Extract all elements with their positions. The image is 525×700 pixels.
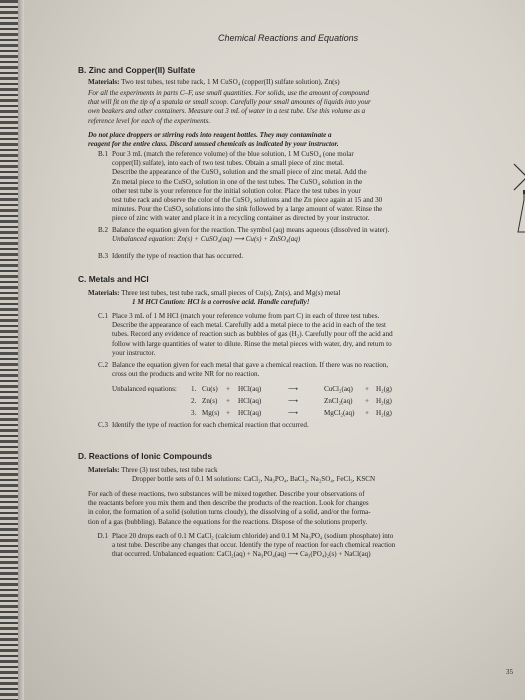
step-c3 — [97, 421, 504, 430]
section-c-materials — [88, 289, 498, 307]
step-line: Describe the appearance of the CuSO₄ solution and the small piece of zinc metal. Add the — [112, 168, 367, 177]
step-number: B.3 — [97, 252, 108, 260]
step-d1 — [97, 532, 498, 560]
step-b1 — [97, 150, 498, 224]
section-b-warning — [88, 131, 468, 149]
section-c-title: C. Metals and HCl — [78, 274, 149, 284]
materials-text: Three test tubes, test tube rack, small pieces of Cu(s), Zn(s), and Mg(s) metal — [121, 289, 341, 297]
equation-product: ZnCl₂(aq) — [324, 397, 353, 405]
section-d-title: D. Reactions of Ionic Compounds — [78, 451, 213, 461]
intro-line: the reactants before you mix them and then describe the products of the reaction. Look for changes — [88, 499, 369, 508]
section-b-title: B. Zinc and Copper(II) Sulfate — [78, 65, 196, 75]
equation-product: CuCl₂(aq) — [324, 385, 353, 393]
step-line: Place 3 mL of 1 M HCl (match your reference volume from part C) in each of three test tubes. — [112, 312, 380, 320]
page-number: 35 — [506, 668, 513, 676]
equation-product: H₂(g) — [376, 385, 392, 393]
section-d-intro — [88, 490, 498, 527]
caution-text: 1 M HCl Caution: HCl is a corrosive acid. Handle carefully! — [132, 298, 310, 307]
step-number: B.1 — [97, 150, 108, 158]
step-c1 — [97, 312, 498, 358]
materials-text: Three (3) test tubes, test tube rack — [121, 466, 218, 474]
equation-reactant: Mg(s) — [202, 409, 220, 417]
step-line: Balance the equation given for the reaction. The symbol (aq) means aqueous (dissolved in water). — [112, 226, 390, 234]
equation-reactant: Cu(s) — [202, 385, 218, 393]
step-line: Identify the type of reaction for each chemical reaction that occurred. — [112, 421, 309, 429]
warning-line: Do not place droppers or stirring rods into reagent bottles. They may contaminate a — [88, 131, 332, 139]
materials-text: Two test tubes, test tube rack, 1 M CuSO₄ (copper(II) sulfate solution), Zn(s) — [121, 78, 340, 86]
step-line: test tube rack and observe the color of the CuSO₄ solutions and the Zn piece again at 15 and 30 — [112, 196, 383, 205]
step-line: Balance the equation given for each metal that gave a chemical reaction. If there was no reaction, — [112, 361, 389, 369]
step-b3 — [97, 252, 504, 261]
intro-line: reference level for each of the experiments. — [88, 116, 211, 125]
step-number: C.3 — [97, 421, 108, 429]
materials-label: Materials: — [88, 78, 120, 86]
hazard-sign-icon — [510, 160, 525, 240]
equation-number: 2. — [191, 397, 197, 405]
step-line: Pour 3 mL (match the reference volume) of the blue solution, 1 M CuSO₄ (one molar — [112, 150, 354, 158]
step-line: cross out the products and write NR for no reaction. — [112, 370, 260, 379]
spiral-binding — [0, 0, 24, 700]
step-line: tubes. Record any evidence of reaction such as bubbles of gas (H₂). Carefully pour off the acid and — [112, 330, 393, 339]
equation-product: MgCl₂(aq) — [324, 409, 355, 417]
equation-reactant: HCl(aq) — [238, 385, 262, 393]
step-line: Zn metal piece to the CuSO₄ solution in one of the test tubes. The CuSO₄ solution in the — [112, 177, 363, 186]
materials-label: Materials: — [88, 466, 120, 474]
intro-line: For all the experiments in parts C–F, use small quantities. For solids, use the amount of compound — [88, 89, 370, 97]
step-line: follow with large quantities of water to dilute. Rinse the metal pieces with water, dry, and return to — [112, 339, 392, 348]
intro-line: tion of a gas (bubbling). Balance the equations for the reactions. Dispose of the solutions properly. — [88, 517, 368, 526]
equation-number: 1. — [191, 385, 197, 393]
textbook-page: Chemical Reactions and Equations B. Zinc and Copper(II) Sulfate Materials: Two test tubes, test tube rack, 1 M CuSO₄ (copper(II) sulfate solution), Zn(s) For all the experiments in parts C–F, use small quantities. For solids, use the amount of compound that will fit on the tip of a spatula or small scoop. Carefully pour small amounts of liquids into your own beakers and other containers. Measure out 3 mL of water in a test tube. Use this volume as a reference level for each of the experiments. Do not place droppers or stirring rods into reagent bottles. They may contaminate a reagent for the entire class. Discard unused chemicals as indicated by your instructor. B.1 Pour 3 mL (match the reference volume) of the blue solution, 1 M CuSO₄ (one molar copper(II) sulfate), into each of two test tubes. Obtain a small piece of zinc metal. Describe the appearance of the CuSO₄ solution and the small piece of zinc metal. Add the Zn metal piece to the CuSO₄ solution in one of the test tubes. The CuSO₄ solution in the other test tube is your reference for the initial solution color. Place the test tubes in your test tube rack and observe the color of the CuSO₄ solutions and the Zn piece again at 15 and 30 minutes. Pour the CuSO₄ solutions into the sink followed by a large amount of water. Rinse the piece of zinc with water and place it in a recycling container as directed by your instructor. B.2 Balance the equation given for the reaction. The symbol (aq) means aqueous (dissolved in water). Unbalanced equation: Zn(s) + CuSO₄(aq) ⟶ Cu(s) + ZnSO₄(aq) B.3 Identify the type of reaction that has occurred. C. Metals and HCl Materials: Three test tubes, test tube rack, small pieces of Cu(s), Zn(s), and Mg(s) metal 1 M HCl Caution: HCl is a corrosive acid. Handle carefully! C.1 Place 3 mL of 1 M HCl (match your reference volume from part C) in each of three test tubes. Describe the appearance of each metal. Carefully add a metal piece to the acid in each of the test tubes. Record any evidence of reaction such as bubbles of gas (H₂). Carefully pour off the acid and follow with large quantities of water to dilute. Rinse the metal pieces with water, dry, and return to your instructor. C.2 Balance the equation given for each metal that gave a chemical reaction. If there was no reaction, cross out the products and write NR for no reaction. Unbalanced equations: 1. Cu(s) + HCl(aq) ⟶ CuCl₂(aq) + H₂(g) 2. Zn(s) + HCl(aq) ⟶ ZnCl₂(aq) + H₂(g) 3. Mg(s) + HCl(aq) ⟶ MgCl₂(aq) + H₂(g) C.3 Identify the type of reaction for each chemical reaction that occurred. D. Reactions of Ionic Compounds Materials: Three (3) test tubes, test tube rack Dropper bottle sets of 0.1 M solutions: CaCl₂, Na₃PO₄, BaCl₂, Na₂SO₄, FeCl₃, KSCN For each of these reactions, two substances will be mixed together. Describe your observations of the reactants before you mix them and then describe the products of the reaction. Look for changes in color, the formation of a solid (solution turns cloudy), the dissolving of a solid, and/or the forma- tion of a gas (bubbling). Balance the equations for the reactions. Dispose of the solutions properly. D.1 Place 20 drops each of 0.1 M CaCl₂ (calcium chloride) and 0.1 M Na₃PO₄ (sodium phosphate) into a test tube. Describe any changes that occur. Identify the type of reaction for each chemical reaction that occurred. Unbalanced equation: CaCl₂(aq) + Na₃PO₄(aq) ⟶ Ca₃(PO₄)₂(s) + NaCl(aq) 35 — [0, 0, 525, 700]
step-line: Identify the type of reaction that has occurred. — [112, 252, 244, 260]
equation-reactant: HCl(aq) — [238, 397, 262, 405]
section-b-intro — [88, 89, 498, 126]
step-line: that occurred. Unbalanced equation: CaCl₂(aq) + Na₃PO₄(aq) ⟶ Ca₃(PO₄)₂(s) + NaCl(aq) — [112, 550, 371, 559]
warning-line: reagent for the entire class. Discard unused chemicals as indicated by your instructor. — [88, 140, 339, 149]
step-line: your instructor. — [112, 348, 156, 357]
equation-reactant: Zn(s) — [202, 397, 218, 405]
step-number: B.2 — [97, 226, 108, 234]
step-line: other test tube is your reference for the initial solution color. Place the test tubes in your — [112, 186, 361, 195]
materials-label: Materials: — [88, 289, 120, 297]
step-b2 — [97, 226, 498, 244]
section-d-materials — [88, 466, 498, 484]
intro-line: For each of these reactions, two substances will be mixed together. Describe your observations of — [88, 490, 365, 498]
section-b-materials — [88, 78, 498, 87]
step-line: piece of zinc with water and place it in a recycling container as directed by your instructor. — [112, 214, 370, 223]
equation-line: Unbalanced equation: Zn(s) + CuSO₄(aq) ⟶ Cu(s) + ZnSO₄(aq) — [112, 235, 301, 244]
step-number: C.1 — [97, 312, 108, 320]
equations-label: Unbalanced equations: — [112, 385, 177, 393]
step-line: copper(II) sulfate), into each of two test tubes. Obtain a small piece of zinc metal. — [112, 159, 344, 168]
equation-reactant: HCl(aq) — [238, 409, 262, 417]
step-number: C.2 — [97, 361, 108, 369]
step-c2 — [97, 361, 498, 379]
materials-text: Dropper bottle sets of 0.1 M solutions: CaCl₂, Na₃PO₄, BaCl₂, Na₂SO₄, FeCl₃, KSCN — [132, 475, 376, 484]
equation-product: H₂(g) — [376, 397, 392, 405]
step-line: Describe the appearance of each metal. Carefully add a metal piece to the acid in each of the test — [112, 321, 386, 330]
page-header: Chemical Reactions and Equations — [218, 33, 359, 43]
equation-product: H₂(g) — [376, 409, 392, 417]
step-line: Place 20 drops each of 0.1 M CaCl₂ (calcium chloride) and 0.1 M Na₃PO₄ (sodium phosphate) into — [112, 532, 394, 540]
equation-number: 3. — [191, 409, 197, 417]
intro-line: that will fit on the tip of a spatula or small scoop. Carefully pour small amounts of liquids into your — [88, 98, 371, 107]
intro-line: in color, the formation of a solid (solution turns cloudy), the dissolving of a solid, and/or the forma- — [88, 508, 371, 517]
step-line: minutes. Pour the CuSO₄ solutions into the sink followed by a large amount of water. Rinse the — [112, 205, 383, 214]
intro-line: own beakers and other containers. Measure out 3 mL of water in a test tube. Use this volume as a — [88, 107, 366, 116]
step-line: a test tube. Describe any changes that occur. Identify the type of reaction for each chemical reaction — [112, 541, 396, 550]
step-number: D.1 — [97, 532, 108, 540]
